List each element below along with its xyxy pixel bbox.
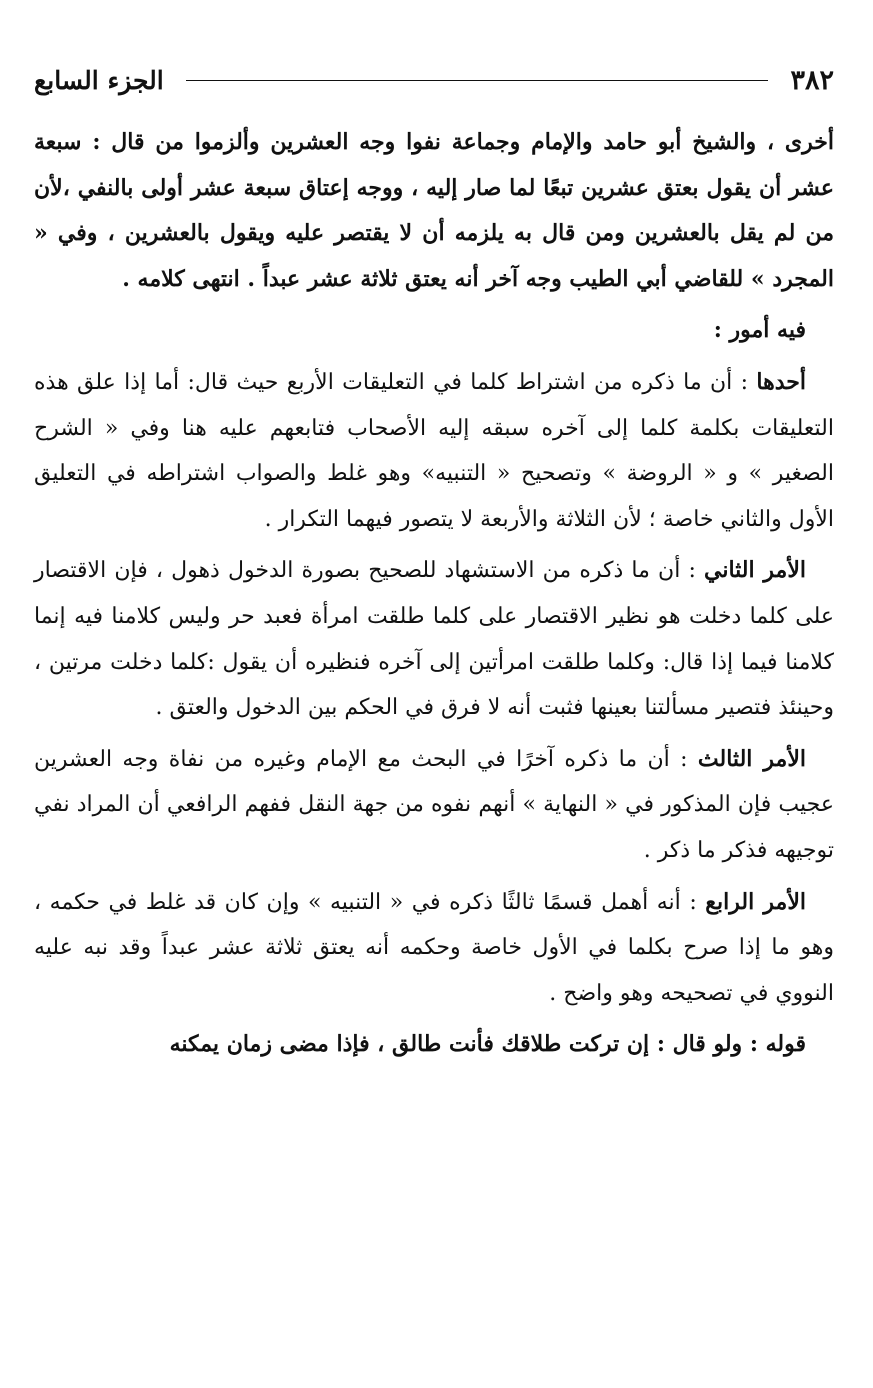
running-header [34,60,834,100]
paragraph-text: قوله : ولو قال : إن تركت طلاقك فأنت طالق ، فإذا مضى زمان يمكنه [169,1031,806,1058]
paragraph-lead: أحدها [756,368,806,395]
paragraph-text: : أن ما ذكره من اشتراط كلما في التعليقات الأربع حيث قال: أما إذا علق هذه التعليقات بكلمة كلما إلى آخره سبقه إليه الأصحاب فتابعهم عليه هنا وفي « الشرح الصغير » و « الروضة » وتصحيح « التنبيه» وهو غلط والصواب اشتراطه في التعليق الأول والثاني خاصة ؛ لأن الثلاثة والأربعة لا يتصور فيهما التكرار . [34,369,834,532]
paragraph-text: فيه أمور : [713,317,806,344]
paragraph-quote [34,1022,834,1068]
page-number: ٣٨٢ [790,64,834,96]
paragraph-lead: الأمر الرابع [705,888,806,915]
book-page [34,60,834,1360]
paragraph-second-matter [34,548,834,730]
paragraph-continuation [34,120,834,302]
running-title: الجزء السابع [34,65,164,95]
paragraph-first-matter [34,360,834,542]
paragraph-text: : أنه أهمل قسمًا ثالثًا ذكره في « التنبيه » وإن كان قد غلط في حكمه ، وهو ما إذا صرح بكلما في الأول خاصة وحكمه أنه يعتق ثلاثة عشر عبداً وقد نبه عليه النووي في تصحيحه وهو واضح . [34,889,834,1006]
paragraph-fourth-matter [34,880,834,1017]
paragraph-third-matter [34,737,834,874]
paragraph-lead: الأمر الثاني [704,557,807,584]
paragraph-lead: الأمر الثالث [697,745,806,772]
paragraph-text: : أن ما ذكره من الاستشهاد للصحيح بصورة الدخول ذهول ، فإن الاقتصار على كلما دخلت هو نظير الاقتصار على كلما طلقت امرأة فعبد حر وليس كلامنا فيه إنما كلامنا فيما إذا قال: وكلما طلقت امرأتين إلى آخره فنظيره أن يقول :كلما دخلت مرتين ، وحينئذ فتصير مسألتنا بعينها فثبت أنه لا فرق في الحكم بين الدخول والعتق . [34,558,835,721]
paragraph-text: أخرى ، والشيخ أبو حامد والإمام وجماعة نفوا وجه العشرين وألزموا من قال : سبعة عشر أن يقول بعتق عشرين تبعًا لما صار إليه ، ووجه إعتاق سبعة عشر أولى بالنفي ،لأن من لم يقل بالعشرين ومن قال به يلزمه أن لا يقتصر عليه ويقول بالعشرين ، وفي « المجرد » للقاضي أبي الطيب وجه آخر أنه يعتق ثلاثة عشر عبداً . انتهى كلامه . [34,129,834,292]
paragraph-text: : أن ما ذكره آخرًا في البحث مع الإمام وغيره من نفاة وجه العشرين عجيب فإن المذكور في « النهاية » أنهم نفوه من جهة النقل ففهم الرافعي أن المراد نفي توجيهه فذكر ما ذكر . [34,746,834,863]
header-rule [186,80,769,81]
body-text [34,120,834,1068]
paragraph-intro [34,308,834,354]
